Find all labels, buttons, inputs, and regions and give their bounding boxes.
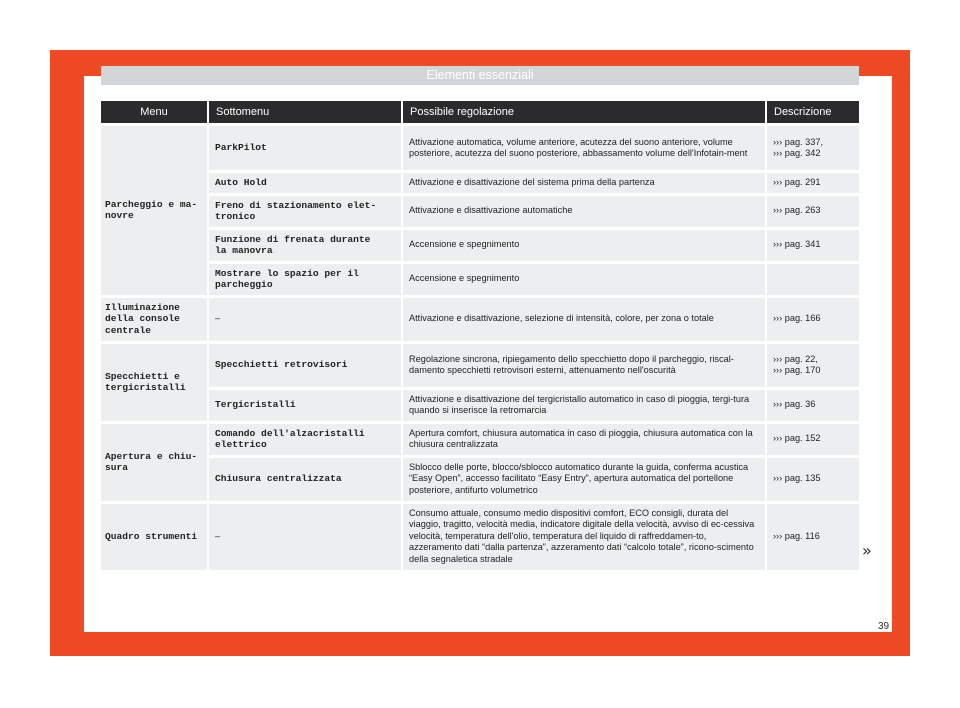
menu-cell: Apertura e chiu- sura	[101, 421, 209, 501]
setting-cell: Regolazione sincrona, ripiegamento dello specchietto dopo il parcheggio, riscal-damento specchietti retrovisori esterni, attenuamento nell'oscurità	[403, 341, 767, 387]
table-row	[101, 170, 859, 193]
table-row	[101, 341, 859, 387]
submenu-cell: Funzione di frenata durante la manovra	[209, 227, 403, 261]
menu-cell: Parcheggio e ma- novre	[101, 123, 209, 295]
setting-cell: Attivazione e disattivazione del tergicristallo automatico in caso di pioggia, tergi-tura quando si inserisce la retromarcia	[403, 387, 767, 421]
submenu-cell: Chiusura centralizzata	[209, 455, 403, 501]
page-reference-cell: ››› pag. 116	[767, 501, 859, 570]
table-row	[101, 387, 859, 421]
table-row	[101, 295, 859, 341]
table-row	[101, 227, 859, 261]
setting-cell: Accensione e spegnimento	[403, 227, 767, 261]
submenu-cell: ParkPilot	[209, 123, 403, 170]
table-row	[101, 193, 859, 227]
submenu-cell: –	[209, 295, 403, 341]
header-menu: Menu	[101, 101, 209, 123]
table-row	[101, 455, 859, 501]
setting-cell: Attivazione e disattivazione automatiche	[403, 193, 767, 227]
submenu-cell: –	[209, 501, 403, 570]
header-setting: Possibile regolazione	[403, 101, 767, 123]
table-row	[101, 501, 859, 570]
page-reference-cell: ››› pag. 22, ››› pag. 170	[767, 341, 859, 387]
settings-table	[101, 101, 859, 570]
continue-mark: »	[862, 541, 872, 560]
setting-cell: Attivazione e disattivazione, selezione di intensità, colore, per zona o totale	[403, 295, 767, 341]
page-number: 39	[878, 621, 890, 632]
submenu-cell: Specchietti retrovisori	[209, 341, 403, 387]
section-title: Elementi essenziali	[101, 66, 859, 85]
header-submenu: Sottomenu	[209, 101, 403, 123]
page-reference-cell: ››› pag. 341	[767, 227, 859, 261]
menu-cell: Illuminazione della console centrale	[101, 295, 209, 341]
setting-cell: Attivazione automatica, volume anteriore, acutezza del suono anteriore, volume posteriore, acutezza del suono posteriore, abbassamento volume dell'Infotain-ment	[403, 123, 767, 170]
submenu-cell: Comando dell'alzacristalli elettrico	[209, 421, 403, 455]
page-reference-cell: ››› pag. 263	[767, 193, 859, 227]
menu-cell: Specchietti e tergicristalli	[101, 341, 209, 421]
page-reference-cell: ››› pag. 166	[767, 295, 859, 341]
table-row	[101, 261, 859, 295]
page-reference-cell: ››› pag. 291	[767, 170, 859, 193]
setting-cell: Accensione e spegnimento	[403, 261, 767, 295]
submenu-cell: Auto Hold	[209, 170, 403, 193]
setting-cell: Consumo attuale, consumo medio dispositivi comfort, ECO consigli, durata del viaggio, tragitto, velocità media, indicatore digitale della velocità, avviso di ec-cessiva velocità, temperatura dell'olio, temperatura del liquido di raffreddamen-to, azzeramento dati “dalla partenza”, azzeramento dati “calcolo totale”, ricono-scimento della segnaletica stradale	[403, 501, 767, 570]
menu-cell: Quadro strumenti	[101, 501, 209, 570]
setting-cell: Sblocco delle porte, blocco/sblocco automatico durante la guida, conferma acustica “Easy Open”, accesso facilitato “Easy Entry”, apertura automatica del portellone posteriore, antifurto volumetrico	[403, 455, 767, 501]
page-reference-cell: ››› pag. 152	[767, 421, 859, 455]
page-reference-cell: ››› pag. 337, ››› pag. 342	[767, 123, 859, 170]
table-row	[101, 123, 859, 170]
submenu-cell: Tergicristalli	[209, 387, 403, 421]
table-header-row	[101, 101, 859, 123]
settings-table-container	[101, 101, 859, 570]
table-body	[101, 123, 859, 570]
page-reference-cell: ››› pag. 135	[767, 455, 859, 501]
submenu-cell: Mostrare lo spazio per il parcheggio	[209, 261, 403, 295]
page-reference-cell: ››› pag. 36	[767, 387, 859, 421]
header-description: Descrizione	[767, 101, 859, 123]
page-reference-cell	[767, 261, 859, 295]
setting-cell: Attivazione e disattivazione del sistema prima della partenza	[403, 170, 767, 193]
setting-cell: Apertura comfort, chiusura automatica in caso di pioggia, chiusura automatica con la chiusura centralizzata	[403, 421, 767, 455]
table-row	[101, 421, 859, 455]
submenu-cell: Freno di stazionamento elet- tronico	[209, 193, 403, 227]
